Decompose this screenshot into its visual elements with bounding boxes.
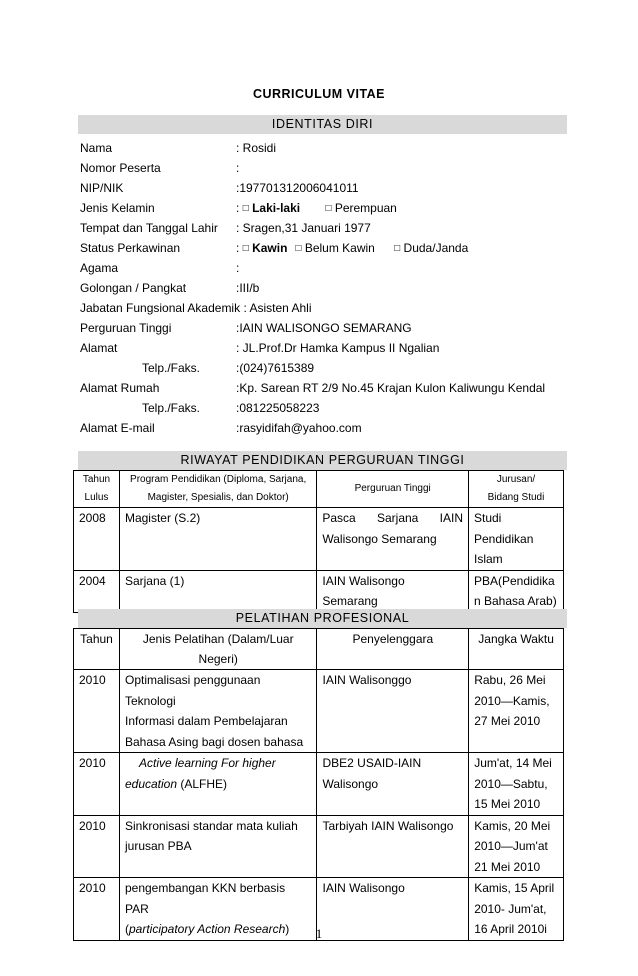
field-value: :III/b bbox=[236, 281, 260, 295]
cell-perguruan-tinggi: Pasca Sarjana IAIN Walisongo Semarang bbox=[317, 508, 469, 571]
field-golongan bbox=[80, 278, 259, 298]
cell-tahun: 2004 bbox=[74, 570, 120, 612]
field-label: NIP/NIK bbox=[80, 181, 124, 195]
checkbox-icon: □ bbox=[242, 203, 249, 214]
cell-tahun: 2010 bbox=[74, 753, 120, 816]
field-value: : bbox=[236, 261, 240, 275]
cell-penyelenggara: Tarbiyah IAIN Walisongo bbox=[317, 815, 469, 878]
table-row bbox=[74, 670, 564, 753]
section-heading-identitas: IDENTITAS DIRI bbox=[78, 115, 567, 134]
field-value: :rasyidifah@yahoo.com bbox=[236, 421, 362, 435]
field-label: Alamat E-mail bbox=[80, 421, 155, 435]
cell-jurusan: Studi Pendidikan Islam bbox=[468, 508, 563, 571]
pelatihan-table bbox=[73, 628, 564, 941]
cell-jenis: Optimalisasi penggunaan Teknologi Informasi dalam Pembelajaran Bahasa Asing bagi dosen bahasa bbox=[119, 670, 317, 753]
field-alamat bbox=[80, 338, 439, 358]
section-heading-pelatihan: PELATIHAN PROFESIONAL bbox=[78, 609, 567, 628]
field-perguruan-tinggi bbox=[80, 318, 412, 338]
cell-tahun: 2010 bbox=[74, 815, 120, 878]
option-laki-laki: Laki-laki bbox=[252, 201, 301, 215]
cell-jenis: Sinkronisasi standar mata kuliah jurusan PBA bbox=[119, 815, 317, 878]
field-value: :Kp. Sarean RT 2/9 No.45 Krajan Kulon Kaliwungu Kendal bbox=[236, 381, 546, 395]
field-value: :197701312006041011 bbox=[236, 181, 359, 195]
table-row bbox=[74, 753, 564, 816]
header-jangka-waktu: Jangka Waktu bbox=[469, 629, 564, 670]
option-perempuan: Perempuan bbox=[334, 201, 397, 215]
cell-penyelenggara: IAIN Walisongo bbox=[317, 878, 469, 941]
field-value: : JL.Prof.Dr Hamka Kampus II Ngalian bbox=[236, 341, 440, 355]
field-label: Tempat dan Tanggal Lahir bbox=[80, 221, 218, 235]
field-value: : Rosidi bbox=[236, 141, 277, 155]
field-label: Telp./Faks. bbox=[142, 401, 201, 415]
field-label: Agama bbox=[80, 261, 119, 275]
field-prefix: : bbox=[236, 241, 240, 255]
cell-tahun: 2008 bbox=[74, 508, 120, 571]
header-tahun: Tahun bbox=[74, 629, 120, 670]
field-label: Perguruan Tinggi bbox=[80, 321, 172, 335]
header-jurusan: Jurusan/ Bidang Studi bbox=[468, 471, 563, 508]
option-duda-janda: Duda/Janda bbox=[403, 241, 469, 255]
table-row bbox=[74, 815, 564, 878]
field-value: : Asisten Ahli bbox=[243, 301, 312, 315]
checkbox-icon: □ bbox=[394, 243, 401, 254]
field-telp-rumah bbox=[80, 398, 319, 418]
field-label: Telp./Faks. bbox=[142, 361, 201, 375]
field-ttl bbox=[80, 218, 371, 238]
cell-program: Magister (S.2) bbox=[119, 508, 316, 571]
field-label: Jenis Kelamin bbox=[80, 201, 155, 215]
cell-penyelenggara: IAIN Walisonggo bbox=[317, 670, 469, 753]
checkbox-icon: □ bbox=[325, 203, 332, 214]
checkbox-icon: □ bbox=[295, 243, 302, 254]
field-email bbox=[80, 418, 362, 438]
cell-tahun: 2010 bbox=[74, 878, 120, 941]
table-row bbox=[74, 570, 564, 612]
field-label: Alamat bbox=[80, 341, 118, 355]
field-status-perkawinan bbox=[80, 238, 468, 258]
pendidikan-table bbox=[73, 470, 564, 613]
field-label: Jabatan Fungsional Akademik bbox=[80, 301, 241, 315]
field-value: :081225058223 bbox=[236, 401, 320, 415]
field-label: Status Perkawinan bbox=[80, 241, 181, 255]
field-value: :IAIN WALISONGO SEMARANG bbox=[236, 321, 412, 335]
field-value: : Sragen,31 Januari 1977 bbox=[236, 221, 371, 235]
page-number: 1 bbox=[315, 926, 323, 941]
field-value: : bbox=[236, 161, 240, 175]
cell-jurusan: PBA(Pendidika n Bahasa Arab) bbox=[468, 570, 563, 612]
cell-jenis: Active learning For higher education (ALFHE) bbox=[119, 753, 317, 816]
field-label: Nama bbox=[80, 141, 113, 155]
header-program: Program Pendidikan (Diploma, Sarjana, Magister, Spesialis, dan Doktor) bbox=[119, 471, 316, 508]
cell-jangka-waktu: Rabu, 26 Mei 2010—Kamis, 27 Mei 2010 bbox=[469, 670, 564, 753]
field-jenis-kelamin bbox=[80, 198, 397, 218]
checkbox-icon: □ bbox=[242, 243, 249, 254]
cell-jangka-waktu: Jum'at, 14 Mei 2010—Sabtu, 15 Mei 2010 bbox=[469, 753, 564, 816]
cell-perguruan-tinggi: IAIN Walisongo Semarang bbox=[317, 570, 469, 612]
field-label: Golongan / Pangkat bbox=[80, 281, 187, 295]
cell-penyelenggara: DBE2 USAID-IAIN Walisongo bbox=[317, 753, 469, 816]
table-row bbox=[74, 508, 564, 571]
table-header-row bbox=[74, 629, 564, 670]
cell-jenis: pengembangan KKN berbasis PAR (participatory Action Research) bbox=[119, 878, 317, 941]
document-title: CURRICULUM VITAE bbox=[252, 87, 386, 101]
cell-jangka-waktu: Kamis, 20 Mei 2010—Jum'at 21 Mei 2010 bbox=[469, 815, 564, 878]
field-nip bbox=[80, 178, 359, 198]
cell-tahun: 2010 bbox=[74, 670, 120, 753]
option-kawin: Kawin bbox=[252, 241, 288, 255]
field-nama bbox=[80, 138, 276, 158]
cell-jangka-waktu: Kamis, 15 April 2010- Jum'at, 16 April 2010i bbox=[469, 878, 564, 941]
field-telp-kantor bbox=[80, 358, 314, 378]
field-agama bbox=[80, 258, 239, 278]
field-alamat-rumah bbox=[80, 378, 545, 398]
section-heading-pendidikan: RIWAYAT PENDIDIKAN PERGURUAN TINGGI bbox=[78, 451, 567, 470]
header-jenis: Jenis Pelatihan (Dalam/Luar Negeri) bbox=[119, 629, 317, 670]
option-belum-kawin: Belum Kawin bbox=[304, 241, 375, 255]
cell-program: Sarjana (1) bbox=[119, 570, 316, 612]
table-header-row bbox=[74, 471, 564, 508]
field-label: Nomor Peserta bbox=[80, 161, 161, 175]
field-nomor-peserta bbox=[80, 158, 239, 178]
header-tahun: Tahun Lulus bbox=[74, 471, 120, 508]
header-penyelenggara: Penyelenggara bbox=[317, 629, 469, 670]
header-perguruan-tinggi: Perguruan Tinggi bbox=[317, 471, 469, 508]
field-jabatan bbox=[80, 298, 312, 318]
field-label: Alamat Rumah bbox=[80, 381, 160, 395]
field-prefix: : bbox=[236, 201, 240, 215]
field-value: :(024)7615389 bbox=[236, 361, 315, 375]
